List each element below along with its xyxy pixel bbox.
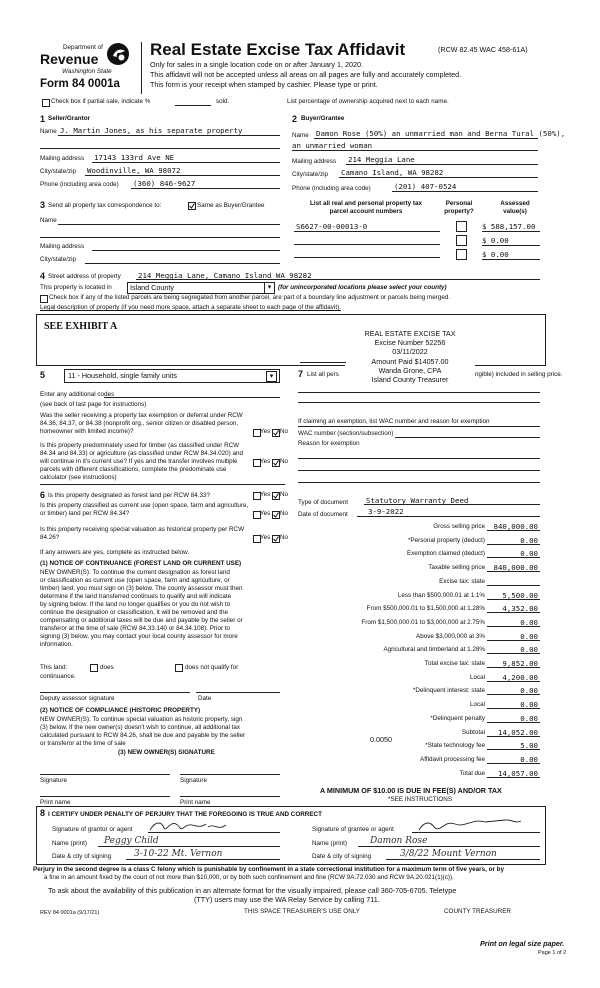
- tax-row-value[interactable]: 0.00: [520, 700, 538, 709]
- grantee-date-field[interactable]: [386, 859, 540, 860]
- notice1-title: (1) NOTICE OF CONTINUANCE (FOREST LAND OR CURRENT USE): [40, 560, 242, 567]
- doctype-label: Type of document: [298, 499, 349, 506]
- section7-num: 7: [298, 369, 304, 379]
- stamp-line6: Island County Treasurer: [345, 375, 475, 384]
- seller-mail[interactable]: 17143 133rd Ave NE: [94, 153, 175, 162]
- owner-print-field1[interactable]: [40, 796, 170, 797]
- tax-row-value[interactable]: 5,500.00: [502, 591, 538, 600]
- reason-label: Reason for exemption: [298, 440, 360, 447]
- availability-line2: (TTY) users may use the WA Relay Service by calling 711.: [194, 895, 380, 904]
- buyer-city[interactable]: Camano Island, WA 98282: [341, 168, 444, 177]
- land-does-not-checkbox[interactable]: [175, 664, 183, 672]
- notice1-line7: compensating or additional taxes will be due and payable by the seller or: [40, 617, 243, 624]
- docdate-label: Date of document: [298, 511, 348, 518]
- form-number: Form 84 0001a: [40, 78, 120, 90]
- certification-text: I CERTIFY UNDER PENALTY OF PERJURY THAT THE FOREGOING IS TRUE AND CORRECT: [48, 811, 322, 818]
- buyer-city-label: City/state/zip: [292, 171, 329, 178]
- partial-sale-pct-field[interactable]: [175, 105, 211, 106]
- section7-label-b: ngible) included in selling price.: [475, 371, 563, 378]
- parcel-line-2[interactable]: [294, 244, 440, 245]
- forest-no-label: No: [280, 491, 289, 498]
- section2-num: 2: [292, 114, 298, 124]
- seller-city-label: City/state/zip: [40, 168, 77, 175]
- new-owner-sig-title: (3) NEW OWNER(S) SIGNATURE: [118, 749, 215, 756]
- exempt-claim-line: [298, 426, 540, 427]
- doctype-line: [364, 504, 540, 505]
- grantor-date-field[interactable]: [126, 859, 280, 860]
- tax-row-label: Gross selling price: [433, 523, 485, 530]
- personal-property-checkbox-1[interactable]: [456, 221, 467, 232]
- exemption-no-label: No: [280, 428, 289, 435]
- tax-row-value[interactable]: 9,852.00: [502, 659, 538, 668]
- section1-num: 1: [40, 114, 46, 124]
- tax-row-label: Total excise tax: state: [424, 660, 485, 667]
- assessed-line-1: [482, 231, 540, 232]
- signature-label2: Signature: [180, 777, 207, 784]
- owner-signature-field2[interactable]: [180, 774, 280, 775]
- seller-phone-label: Phone (including area code): [40, 181, 119, 188]
- partial-sale-label: Check box if partial sale, indicate %: [51, 98, 151, 105]
- parcel-col3-header: Assessed value(s): [500, 200, 530, 215]
- codes-field[interactable]: [104, 397, 280, 398]
- assessed-line-3: [482, 259, 540, 260]
- segregated-checkbox[interactable]: [40, 295, 48, 303]
- tax-row-value[interactable]: 0.00: [520, 632, 538, 641]
- codes-sub: (see back of last page for instructions): [40, 401, 147, 408]
- stamp-line2: Excise Number 52256: [374, 338, 446, 347]
- seller-city[interactable]: Woodinville, WA 98072: [87, 166, 181, 175]
- owner-signature-field1[interactable]: [40, 774, 170, 775]
- buyer-mail[interactable]: 214 Meggia Lane: [348, 155, 415, 164]
- tax-row-value[interactable]: 4,200.00: [502, 673, 538, 682]
- tax-row-line: [487, 585, 540, 586]
- see-instructions: *SEE INSTRUCTIONS: [388, 796, 453, 803]
- notice2-line2: (3) below. If the new owner(s) doesn't wish to continue, all additional tax: [40, 724, 241, 731]
- tax-row-value[interactable]: 0.00: [520, 686, 538, 695]
- revision-code: REV 84 0001a (9/17/21): [40, 910, 100, 916]
- timber-no-checkbox[interactable]: [272, 459, 280, 467]
- corr-name-label: Name: [40, 217, 57, 224]
- segregated-label: Check box if any of the listed parcels are being segregated from another parcel, are part of a boundary line adjustment or parcels being merged.: [49, 294, 451, 301]
- historic-yes-label: Yes: [260, 534, 271, 541]
- tax-row-label: From $500,000.01 to $1,500,000 at 1.28%: [366, 605, 485, 612]
- deputy-label: Deputy assessor signature: [40, 695, 115, 702]
- corr-name-field[interactable]: [58, 224, 280, 225]
- tax-row-value[interactable]: 840,000.00: [493, 522, 538, 531]
- grantee-sig-label: Signature of grantee or agent: [312, 826, 394, 833]
- seller-phone-line: [131, 188, 280, 189]
- tax-row-value[interactable]: 0.00: [520, 618, 538, 627]
- wac-field[interactable]: [395, 437, 540, 438]
- partial-sale-checkbox[interactable]: [42, 99, 50, 107]
- header-divider: [141, 42, 142, 94]
- corr-name-field2[interactable]: [40, 237, 280, 238]
- section8-num: 8: [40, 808, 46, 818]
- notice1-line1: NEW OWNER(S): To continue the current designation as forest land: [40, 569, 230, 576]
- buyer-phone[interactable]: (201) 407-0524: [394, 182, 457, 191]
- treasurer-space-label: THIS SPACE TREASURER'S USE ONLY: [244, 908, 360, 915]
- buyer-name-line2: [292, 150, 538, 151]
- tax-row-label: *Personal property (deduct): [407, 537, 485, 544]
- local-rate: 0.0050: [370, 735, 392, 744]
- tax-row-label: Taxable selling price: [428, 564, 485, 571]
- owner-print-field2[interactable]: [180, 796, 280, 797]
- seller-name-line2: [40, 148, 280, 149]
- same-as-buyer-checkbox[interactable]: [188, 202, 196, 210]
- tax-row-value[interactable]: 4,352.00: [502, 604, 538, 613]
- grantee-name-handwritten: Damon Rose: [370, 836, 428, 846]
- corr-mail-label: Mailing address: [40, 243, 85, 250]
- partial-sale-sold: sold.: [216, 98, 230, 105]
- notice2-line3: calculated pursuant to RCW 84.26, shall be due and payable by the seller: [40, 732, 246, 739]
- land-use-select[interactable]: [64, 369, 280, 383]
- buyer-city-line: [339, 177, 538, 178]
- notice1-line3: timber) land, you must sign on (3) below. The county assessor must then: [40, 585, 243, 592]
- header-note2: This affidavit will not be accepted unless all areas on all pages are fully and accurately completed.: [150, 70, 462, 79]
- timber-question: Is this property predominately used for timber (as classified under RCW 84.34 and 84.33) or agriculture (as classified under RCW 84.34.020) and will continue in it's current use? If yes and the transfer involves multiple parcels with different classifications, complete the predominate use calculator (see instructions): [40, 442, 244, 481]
- seller-heading: Seller/Grantor: [48, 115, 90, 122]
- assessed-value-1[interactable]: $ 588,157.00: [482, 222, 536, 231]
- tax-row-value[interactable]: 0.00: [520, 536, 538, 545]
- corr-city-label: City/state/zip: [40, 256, 77, 263]
- dept-line1: Department of: [63, 44, 103, 51]
- exemption-yes-label: Yes: [260, 428, 271, 435]
- tax-row-label: Affidavit processing fee: [420, 756, 485, 763]
- grantor-name-handwritten: Peggy Child: [104, 836, 159, 846]
- parcel-number-1[interactable]: S6627-00-00013-0: [296, 222, 368, 231]
- reason-field3[interactable]: [298, 482, 540, 483]
- tax-row-label: *Delinquent interest: state: [412, 687, 485, 694]
- tax-corr-label: Send all property tax correspondence to:: [48, 202, 162, 209]
- buyer-phone-line: [392, 191, 538, 192]
- street-address[interactable]: 214 Meggia Lane, Camano Island WA 98282: [138, 271, 312, 280]
- grantor-signature-image: [148, 818, 248, 834]
- personal-property-line2[interactable]: [298, 402, 540, 403]
- historic-no-label: No: [280, 534, 289, 541]
- perjury-line1: Perjury in the second degree is a class C felony which is punishable by confinement in a state correctional institution for a maximum term of five years, or by: [33, 866, 504, 873]
- legal-paper-note: Print on legal size paper.: [480, 939, 565, 948]
- historic-no-checkbox[interactable]: [272, 535, 280, 543]
- stamp-line4: Amount Paid $14057.00: [345, 357, 475, 366]
- timber-yes-label: Yes: [260, 458, 271, 465]
- legal-desc-label: Legal description of property (if you need more space, attach a separate sheet to each page of the affidavit).: [40, 304, 341, 311]
- exemption-question: Was the seller receiving a property tax exemption or deferral under RCW 84.36, 84.37, or 84.38 (nonprofit org., senior citizen or disabled person, homeowner with limited income)?: [40, 412, 243, 435]
- corr-city-field[interactable]: [85, 263, 280, 264]
- grantor-name-label: Name (print): [52, 840, 87, 847]
- personal-property-checkbox-2[interactable]: [456, 235, 467, 246]
- seller-phone[interactable]: (360) 846-9627: [133, 179, 196, 188]
- revenue-logo-icon: [106, 42, 130, 66]
- grantor-date-label: Date & city of signing: [52, 853, 112, 860]
- wac-label: WAC number (section/subsection): [298, 430, 394, 437]
- assessed-value-2[interactable]: $ 0.00: [482, 236, 509, 245]
- assessed-value-3[interactable]: $ 0.00: [482, 250, 509, 259]
- this-land-label: This land:: [40, 664, 68, 671]
- doctype-value[interactable]: Statutory Warranty Deed: [366, 496, 469, 505]
- county-note: (for unincorporated locations please select your county): [278, 284, 447, 291]
- notice1-line2: or classification as current use (open space, farm and agriculture, or: [40, 577, 230, 584]
- seller-city-line: [85, 175, 280, 176]
- personal-property-line1[interactable]: [298, 392, 540, 393]
- list-percentage-note: List percentage of ownership acquired next to each name.: [287, 98, 449, 105]
- street-line: [136, 279, 540, 280]
- page-number: Page 1 of 2: [538, 950, 567, 956]
- timber-no-label: No: [280, 458, 289, 465]
- codes-label: Enter any additional codes: [40, 391, 115, 398]
- continuance-label: continuance.: [40, 673, 76, 680]
- tax-row-value[interactable]: 0.00: [520, 714, 538, 723]
- located-label: This property is located in: [40, 284, 112, 291]
- notice1-line10: information.: [40, 641, 73, 648]
- any-yes-note: If any answers are yes, complete as instructed below.: [40, 549, 190, 556]
- current-use-no-checkbox[interactable]: [272, 511, 280, 519]
- forest-question: Is this property designated as forest land per RCW 84.33?: [48, 492, 211, 499]
- tax-row-value[interactable]: 840,000.00: [493, 563, 538, 572]
- county-select[interactable]: [127, 282, 275, 294]
- grantee-name-field[interactable]: [358, 846, 540, 847]
- chevron-down-icon[interactable]: ▾: [264, 283, 274, 293]
- personal-property-checkbox-3[interactable]: [456, 249, 467, 260]
- parcel-col2-header: Personal property?: [444, 200, 474, 215]
- form-title: Real Estate Excise Tax Affidavit: [150, 40, 406, 59]
- form-rcw: (RCW 82.45 WAC 458-61A): [438, 45, 528, 54]
- dept-state: Washington State: [62, 68, 112, 75]
- docdate-line: [357, 516, 540, 517]
- seller-name[interactable]: J. Martin Jones, as his separate property: [60, 126, 243, 135]
- perjury-line2: a fine in an amount fixed by the court of not more than $10,000, or by both such confinement and fine (RCW 9A.72.030 and RCW 9A.20.021(1)(c)).: [44, 874, 454, 881]
- tax-row-label: Agricultural and timberland at 1.28%: [383, 646, 485, 653]
- county-treasurer-label: COUNTY TREASURER: [444, 908, 511, 915]
- grantee-date-label: Date & city of signing: [312, 853, 372, 860]
- exemption-no-checkbox[interactable]: [272, 429, 280, 437]
- buyer-name-label: Name: [292, 132, 309, 139]
- tax-row-value[interactable]: 0.00: [520, 755, 538, 764]
- stamp-rule-left: [300, 362, 346, 363]
- land-does-not-label: does not qualify for: [185, 664, 239, 671]
- notice1-line5: by signing below. If the land no longer qualifies or you do not wish to: [40, 601, 231, 608]
- tax-row-label: Subtotal: [461, 729, 485, 736]
- tax-row-label: *Delinquent penalty: [430, 715, 485, 722]
- tax-row-label: Less than $500,000.01 at 1.1%: [397, 592, 485, 599]
- grantor-date-handwritten: 3-10-22 Mt. Vernon: [134, 849, 223, 859]
- grantee-signature-image: [415, 816, 525, 834]
- assessed-line-2: [482, 245, 540, 246]
- notice2-line4: or transferor at the time of sale: [40, 740, 126, 747]
- tax-row-label: Exemption claimed (deduct): [406, 550, 485, 557]
- grantor-sig-label: Signature of grantor or agent: [52, 826, 133, 833]
- historic-question: Is this property receiving special valuation as historical property per RCW 84.26?: [40, 526, 245, 541]
- tax-row-label: Above $3,000,000 at 3%: [416, 633, 485, 640]
- tax-row-label: Local: [469, 701, 485, 708]
- notice2-line1: NEW OWNER(S): To continue special valuation as historic property, sign: [40, 716, 243, 723]
- buyer-phone-label: Phone (including area code): [292, 185, 371, 192]
- buyer-name-line: [314, 138, 538, 139]
- deputy-signature-field[interactable]: [40, 692, 190, 693]
- print-name-label2: Print name: [180, 799, 211, 806]
- section5-num: 5: [40, 370, 46, 380]
- exempt-claim-label: If claiming an exemption, list WAC number and reason for exemption: [298, 418, 490, 425]
- availability-line1: To ask about the availability of this publication in an alternate format for the visually impaired, please call 360-705-6705. Teletype: [48, 886, 457, 895]
- header-note1: Only for sales in a single location code on or after January 1, 2020.: [150, 60, 363, 69]
- deputy-date-field[interactable]: [196, 692, 280, 693]
- seller-mail-line: [92, 162, 280, 163]
- tax-row-value[interactable]: 5.00: [520, 741, 538, 750]
- notice1-line9: signing (3) below, you may contact your local county assessor for more: [40, 633, 238, 640]
- land-does-checkbox[interactable]: [90, 664, 98, 672]
- signature-label1: Signature: [40, 777, 67, 784]
- grantor-name-field[interactable]: [98, 846, 280, 847]
- tax-row-label: Excise tax: state: [439, 578, 485, 585]
- legal-description-text: SEE EXHIBIT A: [44, 321, 118, 332]
- seller-name-label: Name: [40, 128, 57, 135]
- section7-label-a: List all pers: [307, 371, 339, 378]
- current-use-question: Is this property classified as current use (open space, farm and agriculture, or timber) land per RCW 84.34?: [40, 502, 249, 517]
- section3-num: 3: [40, 200, 46, 210]
- seller-name-line: [58, 135, 280, 136]
- tax-row-value[interactable]: 0.00: [520, 549, 538, 558]
- seller-mail-label: Mailing address: [40, 155, 85, 162]
- notice1-line4: determine if the land transferred continues to qualify and will indicate: [40, 593, 232, 600]
- notice2-title: (2) NOTICE OF COMPLIANCE (HISTORIC PROPERTY): [40, 707, 201, 714]
- forest-no-checkbox[interactable]: [272, 492, 280, 500]
- grantee-name-label: Name (print): [312, 840, 347, 847]
- tax-row-label: Total due: [459, 770, 485, 777]
- stamp-line3: 03/11/2022: [392, 347, 428, 356]
- buyer-mail-line: [346, 164, 538, 165]
- buyer-name1[interactable]: Damon Rose (50%) an unmarried man and Berna Tural (50%),: [316, 129, 566, 138]
- reason-field1[interactable]: [298, 458, 540, 459]
- land-use-value: 11 - Household, single family units: [68, 371, 177, 380]
- dept-revenue: Revenue: [40, 51, 99, 67]
- deputy-date-label: Date: [198, 695, 212, 702]
- street-label: Street address of property: [48, 273, 121, 280]
- stamp-line5: Wanda Grone, CPA: [345, 366, 475, 375]
- docdate-value[interactable]: 3-9-2022: [368, 507, 404, 516]
- buyer-heading: Buyer/Grantee: [301, 115, 345, 122]
- tax-row-value[interactable]: 14,052.00: [497, 728, 538, 737]
- forest-yes-label: Yes: [260, 491, 271, 498]
- county-value: Island County: [130, 283, 174, 292]
- tax-row-value[interactable]: 14,057.00: [497, 769, 538, 778]
- parcel-line-1: [294, 231, 440, 232]
- tax-row-label: *State technology fee: [425, 742, 485, 749]
- notice1-line6: continue the designation or classification, it will be removed and the: [40, 609, 228, 616]
- section5-divider: [40, 484, 285, 485]
- corr-mail-field[interactable]: [92, 250, 280, 251]
- tax-row-value[interactable]: 0.00: [520, 645, 538, 654]
- buyer-name2[interactable]: an unmarried woman: [292, 141, 373, 150]
- section6-num: 6: [40, 490, 46, 500]
- tax-row-label: Local: [469, 674, 485, 681]
- land-does-label: does: [100, 664, 114, 671]
- minimum-note: A MINIMUM OF $10.00 IS DUE IN FEE(S) AND/OR TAX: [320, 786, 502, 795]
- parcel-col1-header: List all real and personal property tax parcel account numbers: [310, 200, 422, 215]
- buyer-mail-label: Mailing address: [292, 158, 337, 165]
- parcel-line-3[interactable]: [294, 257, 440, 258]
- chevron-down-icon[interactable]: ▾: [266, 371, 277, 382]
- notice1-line8: transferor at the time of sale (RCW 84.33.140 or 84.34.108). Prior to: [40, 625, 231, 632]
- grantee-date-handwritten: 3/8/22 Mount Vernon: [400, 849, 497, 859]
- same-as-buyer-label: Same as Buyer/Grantee: [197, 202, 265, 209]
- header-note3: This form is your receipt when stamped by cashier. Please type or print.: [150, 80, 378, 89]
- current-use-yes-label: Yes: [260, 510, 271, 517]
- print-name-label1: Print name: [40, 799, 71, 806]
- tax-row-label: From $1,500,000.01 to $3,000,000 at 2.75%: [361, 619, 485, 626]
- current-use-no-label: No: [280, 510, 289, 517]
- section4-num: 4: [40, 271, 46, 281]
- stamp-line1: REAL ESTATE EXCISE TAX: [364, 329, 456, 338]
- reason-field2[interactable]: [298, 470, 540, 471]
